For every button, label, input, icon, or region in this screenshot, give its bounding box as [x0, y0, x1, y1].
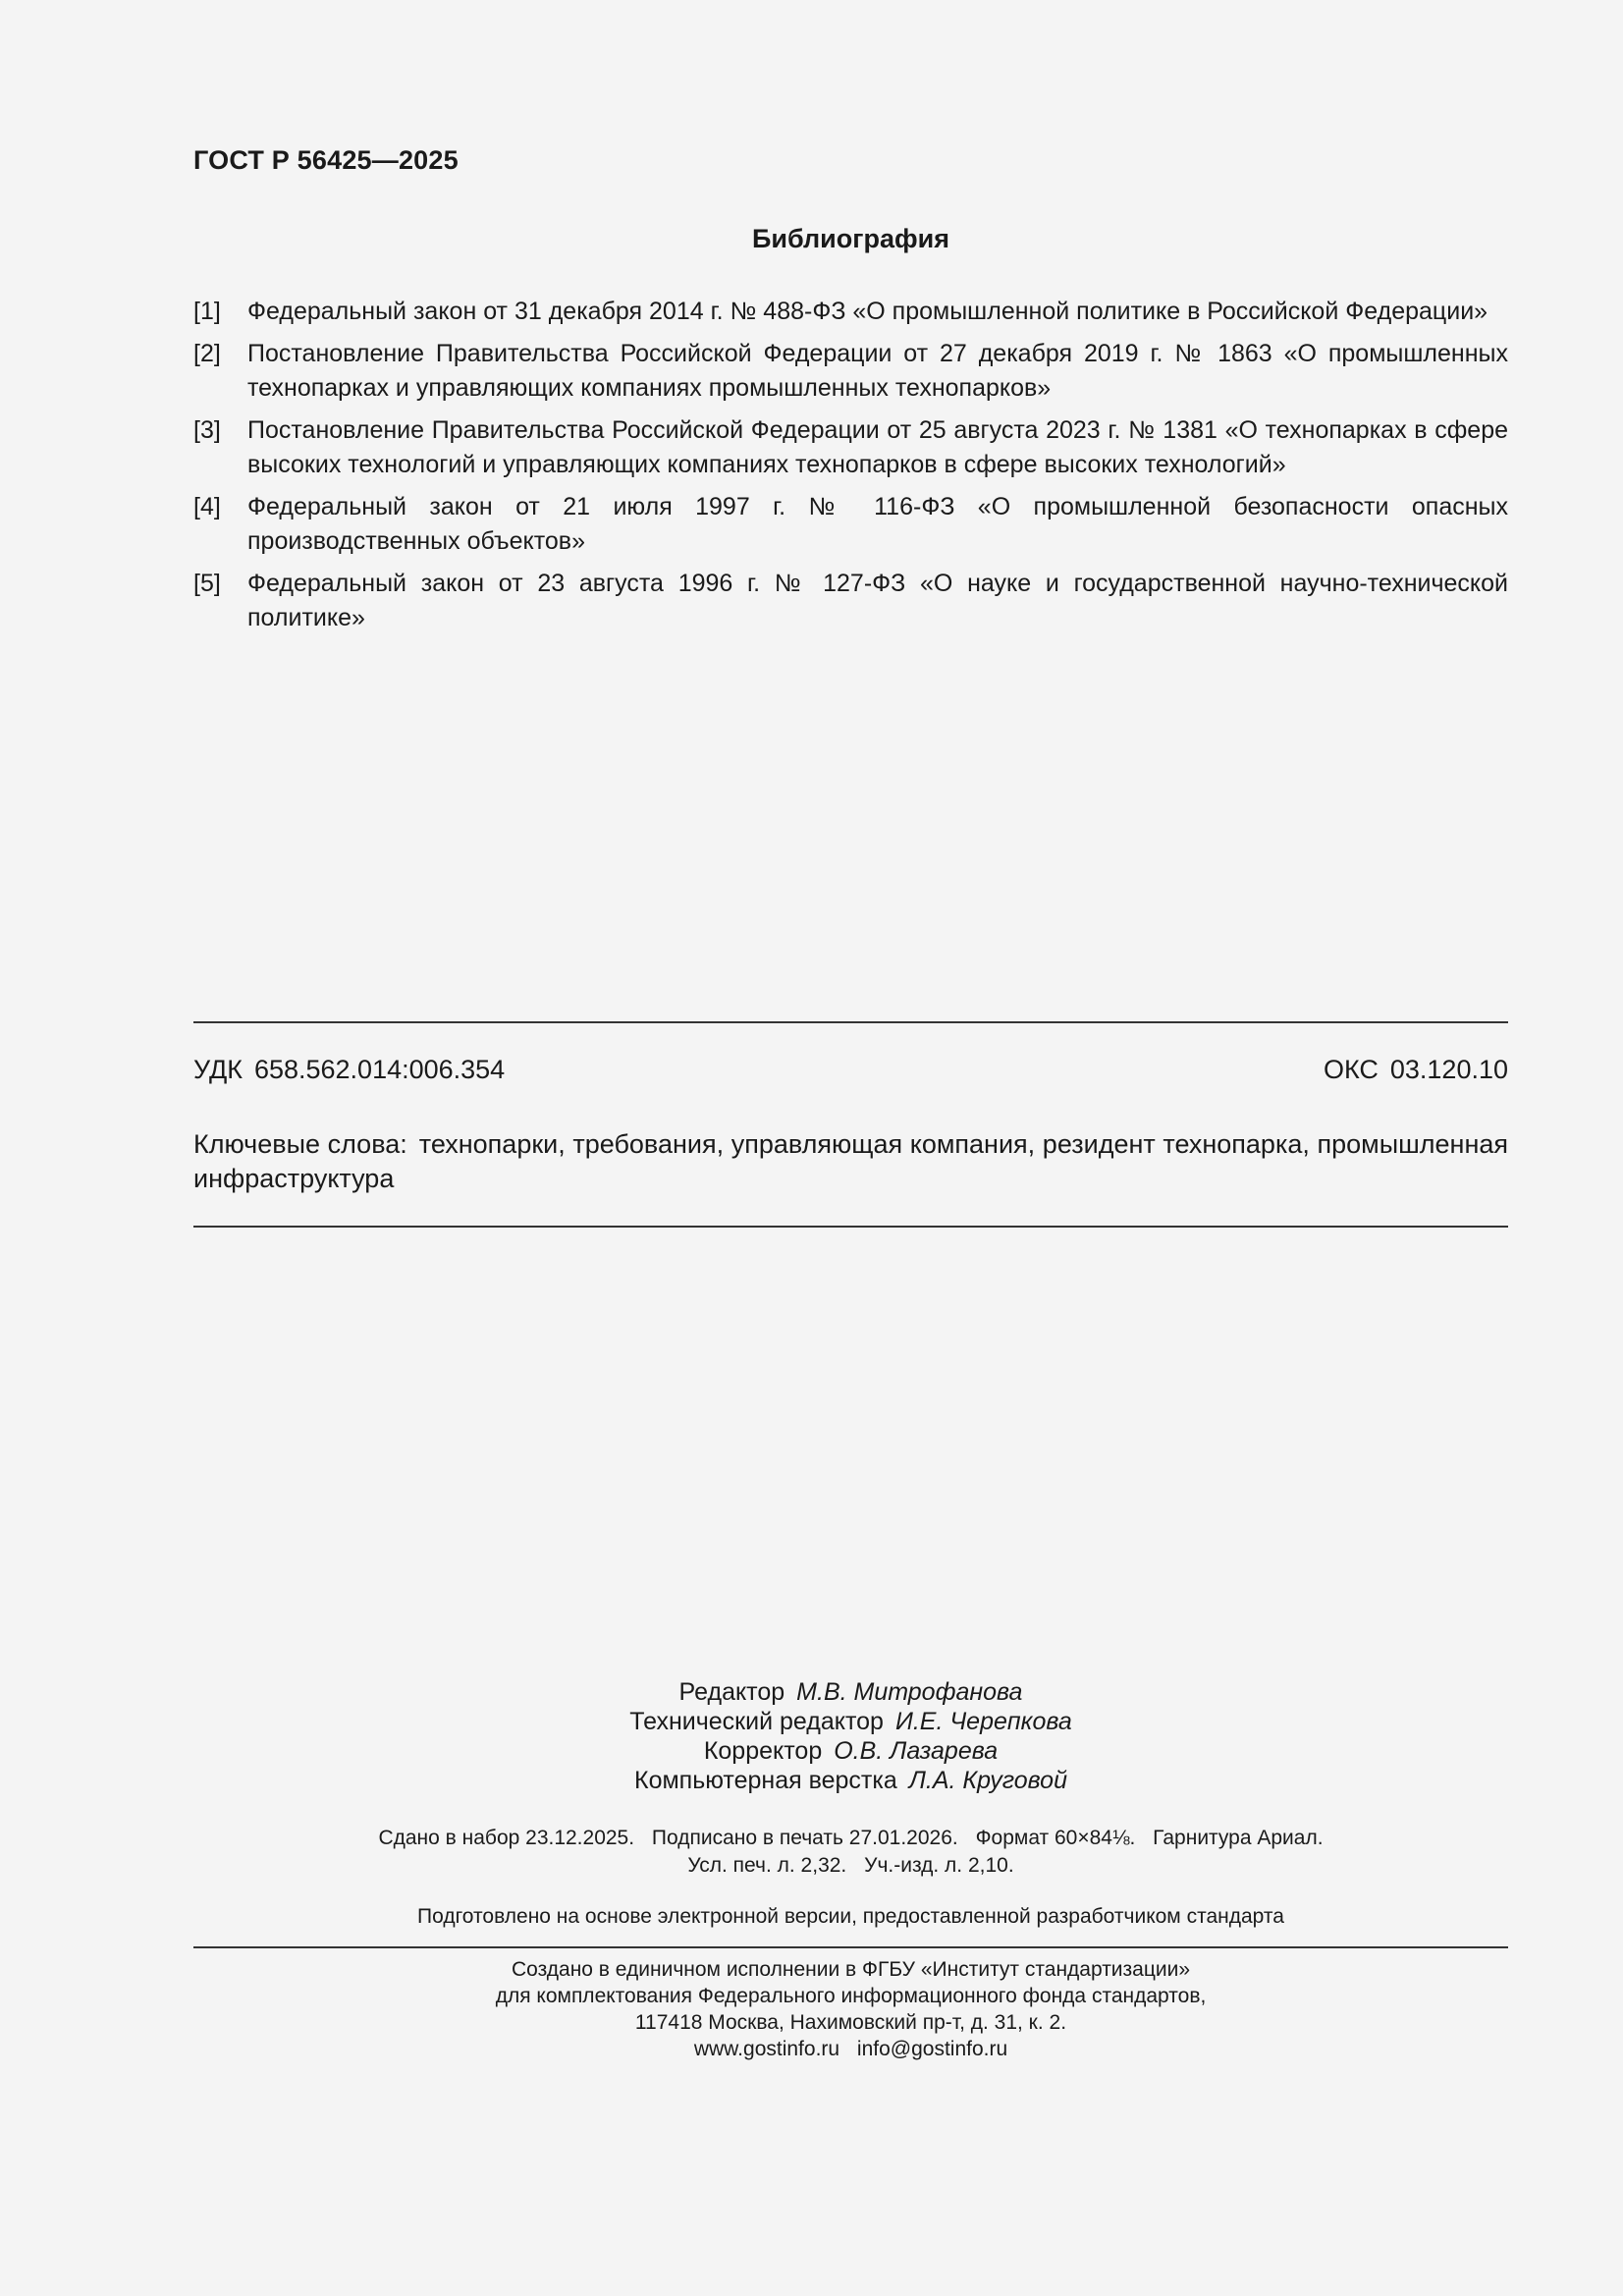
credit-name: М.В. Митрофанова — [796, 1678, 1023, 1706]
print-info — [193, 1825, 1508, 1880]
bibliography-item-number: [3] — [193, 416, 221, 444]
credit-role: Технический редактор — [629, 1708, 884, 1735]
print-sheets: Усл. печ. л. 2,32. — [687, 1854, 847, 1877]
bibliography-item-text: Федеральный закон от 31 декабря 2014 г. № 488-ФЗ «О промышленной политике в Российской Федерации» — [247, 298, 1488, 325]
divider-bottom — [193, 1946, 1508, 1948]
bibliography-item-number: [4] — [193, 493, 221, 520]
classification-row — [193, 1055, 1508, 1085]
credits-block — [193, 1677, 1508, 1795]
bibliography-item-number: [2] — [193, 340, 221, 367]
prepared-note: Подготовлено на основе электронной версии, предоставленной разработчиком стандарта — [417, 1905, 1284, 1928]
print-info-line-2 — [193, 1852, 1508, 1880]
bibliography-item-text: Постановление Правительства Российской Федерации от 25 августа 2023 г. № 1381 «О технопарках в сфере высоких технологий и управляющих компаниях технопарков в сфере высоких технологий» — [247, 416, 1508, 478]
credit-name: О.В. Лазарева — [834, 1737, 999, 1765]
bibliography-item-number: [1] — [193, 298, 221, 325]
credit-line — [193, 1707, 1508, 1736]
created-line-2: для комплектования Федерального информационного фонда стандартов, — [495, 1985, 1207, 2007]
bibliography-list — [193, 295, 1508, 643]
bibliography-item-text: Федеральный закон от 21 июля 1997 г. № 116-ФЗ «О промышленной безопасности опасных производственных объектов» — [247, 493, 1508, 555]
created-line-1: Создано в единичном исполнении в ФГБУ «Институт стандартизации» — [511, 1958, 1191, 1981]
credit-role: Компьютерная верстка — [634, 1767, 897, 1794]
credit-line — [193, 1766, 1508, 1795]
publication-sheets: Уч.-изд. л. 2,10. — [864, 1854, 1014, 1877]
bibliography-item — [193, 490, 1508, 559]
credit-name: И.Е. Черепкова — [894, 1708, 1072, 1735]
divider-top — [193, 1021, 1508, 1023]
created-address: 117418 Москва, Нахимовский пр-т, д. 31, к. 2. — [634, 2011, 1067, 2034]
bibliography-item-text: Федеральный закон от 23 августа 1996 г. № 127-ФЗ «О науке и государственной научно-технической политике» — [247, 570, 1508, 631]
contacts-line — [193, 2036, 1508, 2062]
divider-keywords — [193, 1226, 1508, 1228]
email-link[interactable]: info@gostinfo.ru — [856, 2038, 1008, 2060]
udk-code — [193, 1055, 505, 1085]
print-info-line-1 — [193, 1825, 1508, 1852]
print-format: Формат 60×84⅛. — [975, 1827, 1136, 1849]
credit-line — [193, 1677, 1508, 1707]
bibliography-item — [193, 295, 1508, 329]
credit-role: Редактор — [678, 1678, 785, 1706]
document-page — [193, 0, 1508, 2296]
keywords — [193, 1127, 1508, 1196]
udk-label: УДК — [193, 1055, 243, 1084]
bibliography-item — [193, 337, 1508, 406]
signed-date: Подписано в печать 27.01.2026. — [651, 1827, 958, 1849]
credit-role: Корректор — [703, 1737, 823, 1765]
credit-line — [193, 1736, 1508, 1766]
keywords-label: Ключевые слова: — [193, 1129, 407, 1159]
bibliography-item-number: [5] — [193, 570, 221, 597]
bibliography-item-text: Постановление Правительства Российской Федерации от 27 декабря 2019 г. № 1863 «О промышленных технопарках и управляющих компаниях промышленных технопарков» — [247, 340, 1508, 402]
document-code: ГОСТ Р 56425—2025 — [193, 145, 459, 175]
bibliography-title: Библиография — [752, 224, 949, 253]
submitted-date: Сдано в набор 23.12.2025. — [378, 1827, 635, 1849]
keywords-value: технопарки, требования, управляющая компания, резидент технопарка, промышленная инфраструктура — [193, 1129, 1509, 1193]
oks-label: ОКС — [1323, 1055, 1379, 1084]
created-block — [193, 1956, 1508, 2062]
credit-name: Л.А. Круговой — [908, 1767, 1067, 1794]
bibliography-item — [193, 567, 1508, 635]
udk-value: 658.562.014:006.354 — [253, 1055, 506, 1084]
typeface: Гарнитура Ариал. — [1153, 1827, 1324, 1849]
oks-code — [1324, 1055, 1508, 1085]
oks-value: 03.120.10 — [1389, 1055, 1508, 1084]
website-link[interactable]: www.gostinfo.ru — [693, 2038, 840, 2060]
bibliography-item — [193, 413, 1508, 482]
